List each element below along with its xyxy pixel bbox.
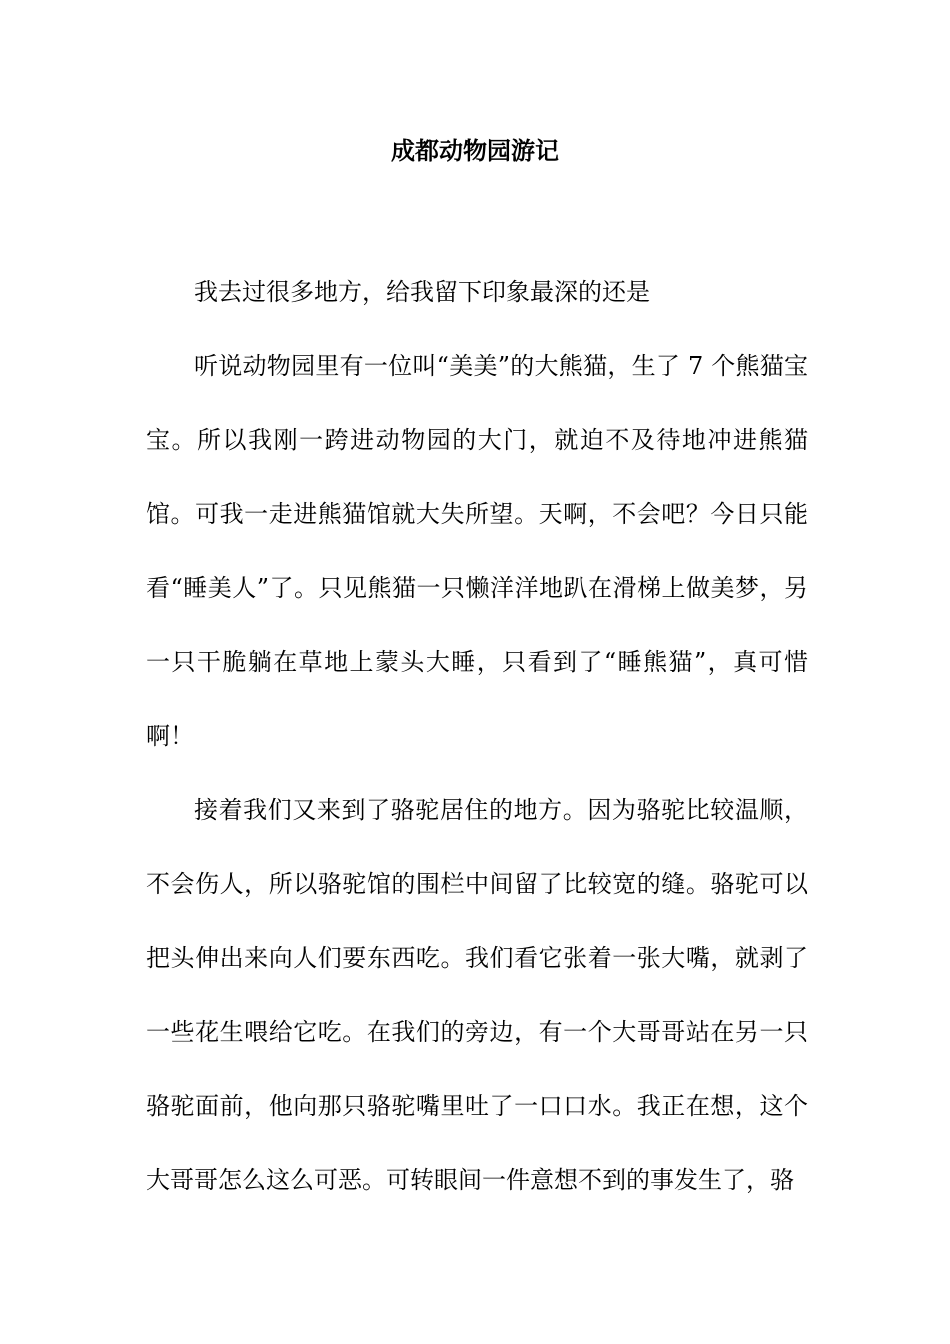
paragraph-camel: 接着我们又来到了骆驼居住的地方。因为骆驼比较温顺，不会伤人，所以骆驼馆的围栏中间留了比较宽的缝。骆驼可以把头伸出来向人们要东西吃。我们看它张着一张大嘴，就剥了一些花生喂给它吃。在我们的旁边，有一个大哥哥站在另一只骆驼面前，他向那只骆驼嘴里吐了一口口水。我正在想，这个大哥哥怎么这么可恶。可转眼间一件意想不到的事发生了，骆: [146, 796, 808, 1194]
paragraph-intro: 我去过很多地方，给我留下印象最深的还是: [194, 278, 650, 306]
paragraph-panda: 听说动物园里有一位叫“美美”的大熊猫，生了 7 个熊猫宝宝。所以我刚一跨进动物园的大门，就迫不及待地冲进熊猫馆。可我一走进熊猫馆就大失所望。天啊，不会吧？今日只能看“睡美人”了。只见熊猫一只懒洋洋地趴在滑梯上做美梦，另一只干脆躺在草地上蒙头大睡，只看到了“睡熊猫”，真可惜啊！: [146, 352, 808, 750]
document-title: 成都动物园游记: [391, 136, 559, 165]
document-body: [146, 255, 808, 1217]
